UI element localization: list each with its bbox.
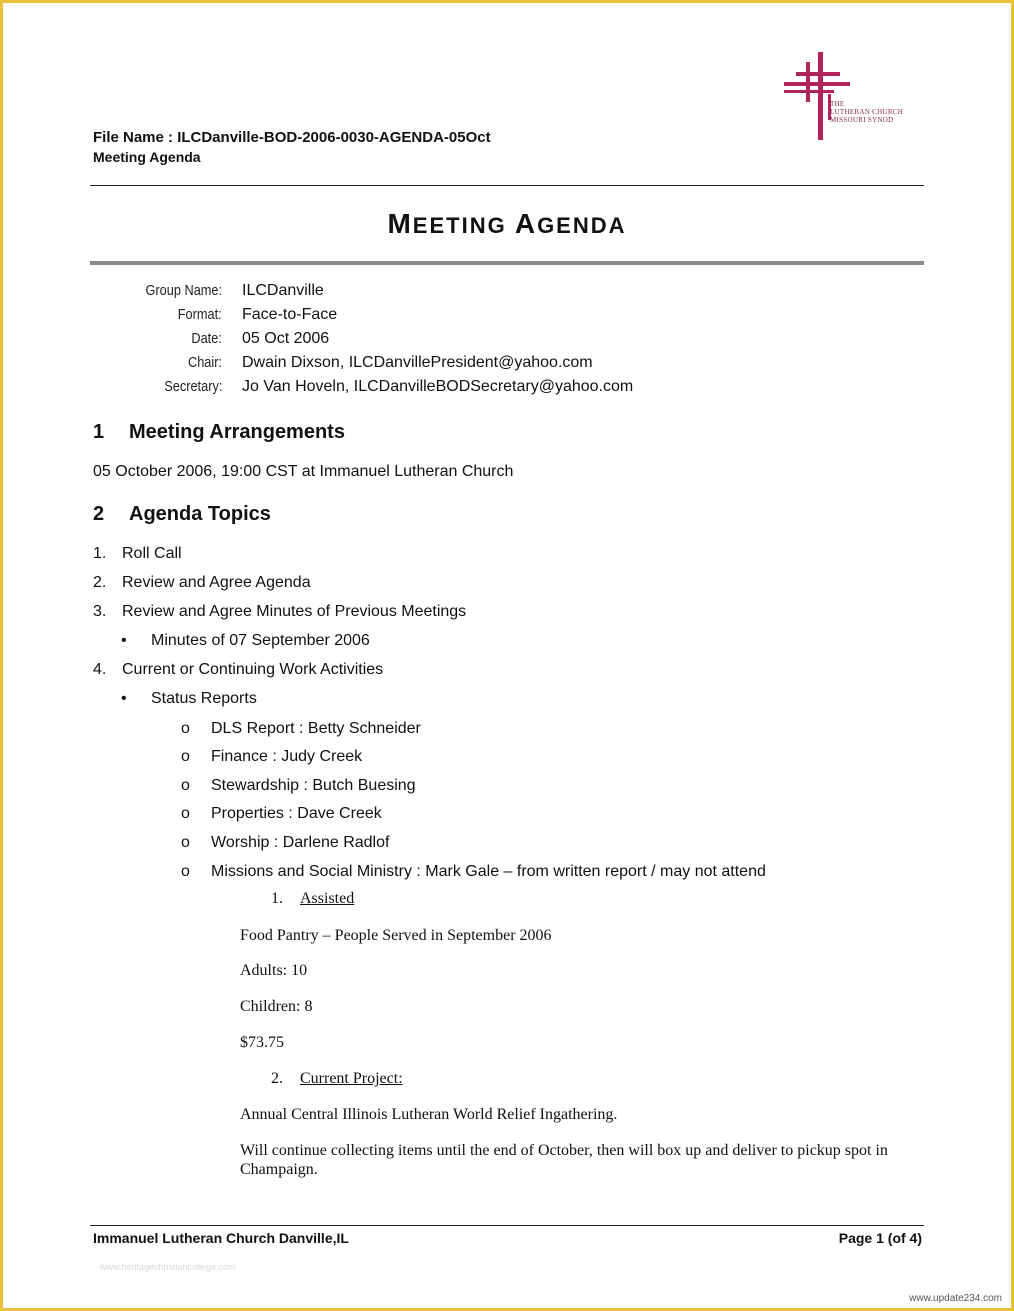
list-item: 1. Roll Call [93, 545, 182, 562]
church-logo [780, 50, 925, 145]
list-item: • Status Reports [121, 690, 257, 707]
info-label: Secretary: [163, 378, 222, 395]
info-value: ILCDanville [242, 282, 324, 299]
watermark-left: www.heritagechristiancollege.com [100, 1262, 236, 1272]
list-item: o DLS Report : Betty Schneider [181, 720, 421, 737]
info-value: Face-to-Face [242, 306, 338, 323]
info-row-chair [90, 354, 790, 378]
list-item: o Missions and Social Ministry : Mark Gale – from written report / may not attend [181, 863, 766, 880]
meeting-arrangements-text: 05 October 2006, 19:00 CST at Immanuel Lutheran Church [93, 463, 514, 480]
info-row-date [90, 330, 790, 354]
info-row-format [90, 306, 790, 330]
list-item: • Minutes of 07 September 2006 [121, 632, 370, 649]
info-value: 05 Oct 2006 [242, 330, 330, 347]
project-name: Annual Central Illinois Lutheran World Relief Ingathering. [240, 1106, 618, 1123]
page-title: MEETING AGENDA [387, 208, 627, 239]
info-label: Chair: [187, 354, 222, 371]
logo-lettering: THE LUTHERAN CHURCH MISSOURI SYNOD [830, 100, 904, 124]
info-label: Group Name: [145, 282, 222, 299]
header-divider [90, 185, 924, 186]
file-name: File Name : ILCDanville-BOD-2006-0030-AGENDA-05Oct [93, 129, 491, 146]
info-value: Dwain Dixson, ILCDanvillePresident@yahoo.com [242, 354, 593, 371]
children-count: Children: 8 [240, 998, 313, 1015]
footer-divider [90, 1225, 924, 1226]
info-row-secretary [90, 378, 790, 402]
food-pantry-text: Food Pantry – People Served in September 2006 [240, 927, 552, 944]
list-item: o Properties : Dave Creek [181, 805, 382, 822]
list-item: o Worship : Darlene Radlof [181, 834, 390, 851]
footer-page-number: Page 1 (of 4) [838, 1230, 922, 1246]
footer-church-name: Immanuel Lutheran Church Danville,IL [93, 1230, 349, 1246]
info-row-group-name [90, 282, 790, 306]
current-project-heading: 2. Current Project: [271, 1070, 403, 1087]
section-heading-arrangements: 1 Meeting Arrangements [93, 421, 345, 443]
info-value: Jo Van Hoveln, ILCDanvilleBODSecretary@yahoo.com [242, 378, 634, 395]
section-heading-topics: 2 Agenda Topics [93, 503, 271, 525]
list-item: 2. Review and Agree Agenda [93, 574, 311, 591]
adults-count: Adults: 10 [240, 962, 308, 979]
info-label: Date: [191, 330, 222, 347]
list-item: o Stewardship : Butch Buesing [181, 777, 416, 794]
list-item: o Finance : Judy Creek [181, 748, 363, 765]
title-divider [90, 261, 924, 265]
project-description-line-1: Will continue collecting items until the end of October, then will box up and deliver to pickup spot in [240, 1142, 888, 1159]
info-label: Format: [178, 306, 222, 323]
list-item: 4. Current or Continuing Work Activities [93, 661, 384, 678]
cross-logo-icon [780, 50, 925, 145]
assisted-heading: 1. Assisted [271, 890, 355, 907]
amount-text: $73.75 [240, 1034, 284, 1051]
header-subtitle: Meeting Agenda [93, 149, 201, 165]
project-description-line-2: Champaign. [240, 1161, 318, 1178]
list-item: 3. Review and Agree Minutes of Previous Meetings [93, 603, 467, 620]
watermark-right: www.update234.com [909, 1293, 1002, 1304]
